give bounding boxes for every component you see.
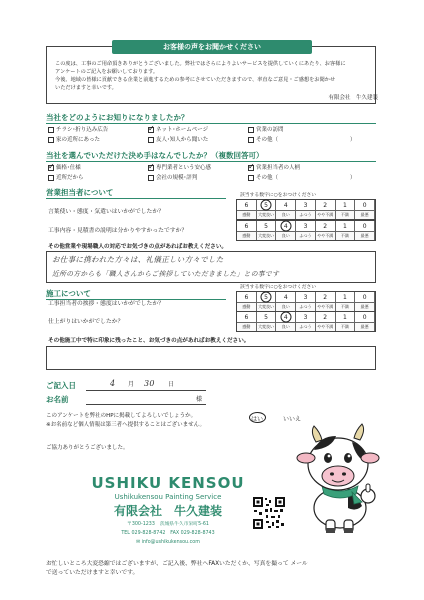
construction-comment-box[interactable] <box>46 346 376 370</box>
checkbox[interactable] <box>148 137 154 143</box>
scale-label: 感動 <box>237 303 257 311</box>
q1-divider <box>46 123 376 124</box>
scale-label: 良い <box>276 323 296 331</box>
scale-number[interactable]: 0 <box>355 221 375 232</box>
name-label: お名前 <box>46 395 69 404</box>
scale-number[interactable]: 3 <box>296 221 316 232</box>
checkbox-checked[interactable] <box>248 165 254 171</box>
scale-number[interactable]: 5 <box>257 312 277 323</box>
checkbox[interactable] <box>248 127 254 133</box>
scale-number[interactable]: 1 <box>336 292 356 303</box>
q2-option[interactable]: 会社の規模･評判 <box>148 174 248 182</box>
brand-email[interactable]: ✉ info@ushikukensou.com <box>136 540 200 545</box>
scale-label: 不満 <box>336 232 356 240</box>
scale-number[interactable]: 1 <box>336 221 356 232</box>
construction-scale-caption: 該当する数字に○をおつけください <box>240 285 317 290</box>
scale-label: 良い <box>276 232 296 240</box>
sales-comment-line-2: 近所の方からも「職人さんからご挨拶していただきました」との事です <box>52 270 280 278</box>
construction-title: 施工について <box>46 289 91 298</box>
date-label: ご記入日 <box>46 381 76 390</box>
scale-number-selected[interactable]: 5 <box>257 292 277 303</box>
consent-yes[interactable]: はい <box>251 416 264 423</box>
scale-label: 最悪 <box>355 303 375 311</box>
date-month-unit: 月 <box>128 381 135 388</box>
scale-label: 最悪 <box>355 211 375 219</box>
footer-line-1: お忙しいところ大変恐縮ではございますが、ご記入後、弊社へFAXいただくか、写真を撮って メール <box>46 561 308 567</box>
intro-line-1: この度は、工事のご用命頂きありがとうございました。弊社ではさらによりよいサービスを提供していくにあたり、お客様に <box>55 61 346 67</box>
scale-label: 不満 <box>336 211 356 219</box>
scale-number[interactable]: 3 <box>296 292 316 303</box>
scale-label: やや不満 <box>316 323 336 331</box>
checkbox[interactable] <box>148 175 154 181</box>
consent-line-1: このアンケートを弊社のHPに掲載してよろしいでしょうか。 <box>46 413 197 419</box>
scale-number[interactable]: 5 <box>257 221 277 232</box>
scale-number[interactable]: 6 <box>237 292 257 303</box>
scale-number[interactable]: 0 <box>355 292 375 303</box>
scale-number[interactable]: 2 <box>316 200 336 211</box>
scale-label: 最悪 <box>355 232 375 240</box>
scale-number[interactable]: 1 <box>336 200 356 211</box>
construction-comment-prompt: その他施工中で特に印象に残ったこと、お気づきの点があればお教えください。 <box>48 338 250 344</box>
footer-note <box>46 560 386 578</box>
checkbox[interactable] <box>48 175 54 181</box>
date-underline <box>86 390 206 391</box>
sales-scale-b <box>236 220 376 241</box>
q1-title: 当社をどのようにお知りになりましたか？ <box>46 113 189 122</box>
construction-question-b: 仕上がりはいかがでしたか？ <box>48 319 124 325</box>
qr-code-icon[interactable] <box>252 496 286 530</box>
consent-no[interactable]: いいえ <box>283 416 302 423</box>
construction-scale-b <box>236 311 376 332</box>
scale-label: 最悪 <box>355 323 375 331</box>
q1-option[interactable]: チラシ･折り込み広告 <box>48 126 148 134</box>
scale-number[interactable]: 3 <box>296 312 316 323</box>
intro-company: 有限会社 牛久建装 <box>328 95 378 101</box>
sales-question-a: 言葉使い・態度・気遣いはいかがでしたか？ <box>48 209 164 215</box>
q1-options <box>48 126 376 144</box>
scale-number[interactable]: 3 <box>296 200 316 211</box>
date-day-unit: 日 <box>168 381 175 388</box>
brand-sub-en: Ushikukensou Painting Service <box>114 493 222 501</box>
scale-label: 感動 <box>237 232 257 240</box>
scale-number[interactable]: 6 <box>237 200 257 211</box>
checkbox[interactable] <box>248 175 254 181</box>
q1-option[interactable]: 家の近所にあった <box>48 136 148 144</box>
scale-number[interactable]: 0 <box>355 200 375 211</box>
scale-label: 不満 <box>336 303 356 311</box>
scale-label: ふつう <box>296 303 316 311</box>
date-day: 30 <box>144 379 155 388</box>
scale-number-selected[interactable]: 5 <box>257 200 277 211</box>
brand-tel: TEL 029-828-8742 FAX 029-828-8743 <box>121 531 215 536</box>
q1-option[interactable]: 営業の訪問 <box>248 126 376 134</box>
sales-scale-caption: 該当する数字に○をおつけください <box>240 193 317 198</box>
brand-name-en: USHIKU KENSOU <box>91 474 245 492</box>
scale-label: ふつう <box>296 323 316 331</box>
q2-option[interactable]: 近所だから <box>48 174 148 182</box>
checkbox-checked[interactable] <box>148 165 154 171</box>
scale-label: 不満 <box>336 323 356 331</box>
scale-number-selected[interactable]: 4 <box>276 312 296 323</box>
scale-label: ふつう <box>296 211 316 219</box>
sales-comment-prompt: その他営業や現場職人の対応でお気づきの点があればお教えください。 <box>48 244 228 250</box>
scale-label: 大変良い <box>257 303 277 311</box>
scale-number-selected[interactable]: 4 <box>276 221 296 232</box>
scale-label: 大変良い <box>257 232 277 240</box>
footer-line-2: で送っていただけますと幸いです。 <box>46 570 139 576</box>
intro-box <box>46 46 376 104</box>
scale-label: 大変良い <box>257 323 277 331</box>
checkbox[interactable] <box>48 127 54 133</box>
scale-number[interactable]: 4 <box>276 292 296 303</box>
q1-option[interactable]: 友人･知人から聞いた <box>148 136 248 144</box>
q2-options <box>48 164 376 182</box>
date-month: 4 <box>110 379 116 388</box>
scale-number[interactable]: 2 <box>316 312 336 323</box>
consent-line-2: ※お名前など個人情報は第三者へ提供することはございません。 <box>46 422 205 428</box>
intro-line-2: アンケートのご記入をお願いしております。 <box>55 69 159 75</box>
scale-label: やや不満 <box>316 211 336 219</box>
q2-divider <box>46 161 376 162</box>
scale-label: やや不満 <box>316 232 336 240</box>
q2-option[interactable]: ✓ 専門業者という安心感 <box>148 164 248 172</box>
intro-line-4: いただけますと幸いです。 <box>55 85 117 91</box>
company-brand <box>88 474 248 546</box>
sales-divider <box>46 198 226 199</box>
checkbox-checked[interactable] <box>48 165 54 171</box>
scale-label: 良い <box>276 303 296 311</box>
q2-title: 当社を選んでいただけた決め手はなんでしたか？（複数回答可） <box>46 151 264 160</box>
sales-title: 営業担当者について <box>46 188 114 197</box>
thanks-text: ご協力ありがとうございました。 <box>46 445 129 451</box>
q2-option[interactable]: その他（ ） <box>248 174 376 182</box>
scale-number[interactable]: 1 <box>336 312 356 323</box>
name-suffix: 様 <box>196 396 203 403</box>
scale-label: 大変良い <box>257 211 277 219</box>
scale-label: 感動 <box>237 323 257 331</box>
name-underline[interactable] <box>86 404 206 405</box>
page-title: お客様の声をお聞かせください <box>112 40 312 54</box>
scale-label: 感動 <box>237 211 257 219</box>
scale-number[interactable]: 4 <box>276 200 296 211</box>
q1-option[interactable]: ✓ ネット･ホームページ <box>148 126 248 134</box>
scale-number[interactable]: 6 <box>237 312 257 323</box>
sales-question-b: 工事内容・見積書の説明は分かりやすかったですか？ <box>48 228 188 234</box>
checkbox-checked[interactable] <box>148 127 154 133</box>
sales-comment-line-1: お仕事に携われた方々は、礼儀正しい方々でした <box>52 255 224 264</box>
construction-question-a: 工事担当者の挨拶・態度はいかがでしたか？ <box>48 301 164 307</box>
scale-label: 良い <box>276 211 296 219</box>
scale-number[interactable]: 2 <box>316 292 336 303</box>
checkbox[interactable] <box>248 137 254 143</box>
construction-scale-a <box>236 291 376 312</box>
intro-line-3: 今後、地域の皆様に貢献できる企業と前進するための参考にさせていただきますので、率直なご意見・ご感想をお聞かせ <box>55 77 336 83</box>
brand-name-ja: 有限会社 牛久建装 <box>113 504 222 518</box>
sales-scale-a <box>236 199 376 220</box>
brand-address: 〒300-1233 茨城県牛久市栄町5-61 <box>127 522 209 527</box>
scale-label: ふつう <box>296 232 316 240</box>
scale-label: やや不満 <box>316 303 336 311</box>
q2-option[interactable]: ✓ 営業担当者の人柄 <box>248 164 376 172</box>
scale-number[interactable]: 6 <box>237 221 257 232</box>
scale-number[interactable]: 0 <box>355 312 375 323</box>
q2-option[interactable]: ✓ 価格･仕様 <box>48 164 148 172</box>
scale-number[interactable]: 2 <box>316 221 336 232</box>
checkbox[interactable] <box>48 137 54 143</box>
cow-mascot-icon <box>282 420 392 535</box>
q1-option[interactable]: その他（ ） <box>248 136 376 144</box>
